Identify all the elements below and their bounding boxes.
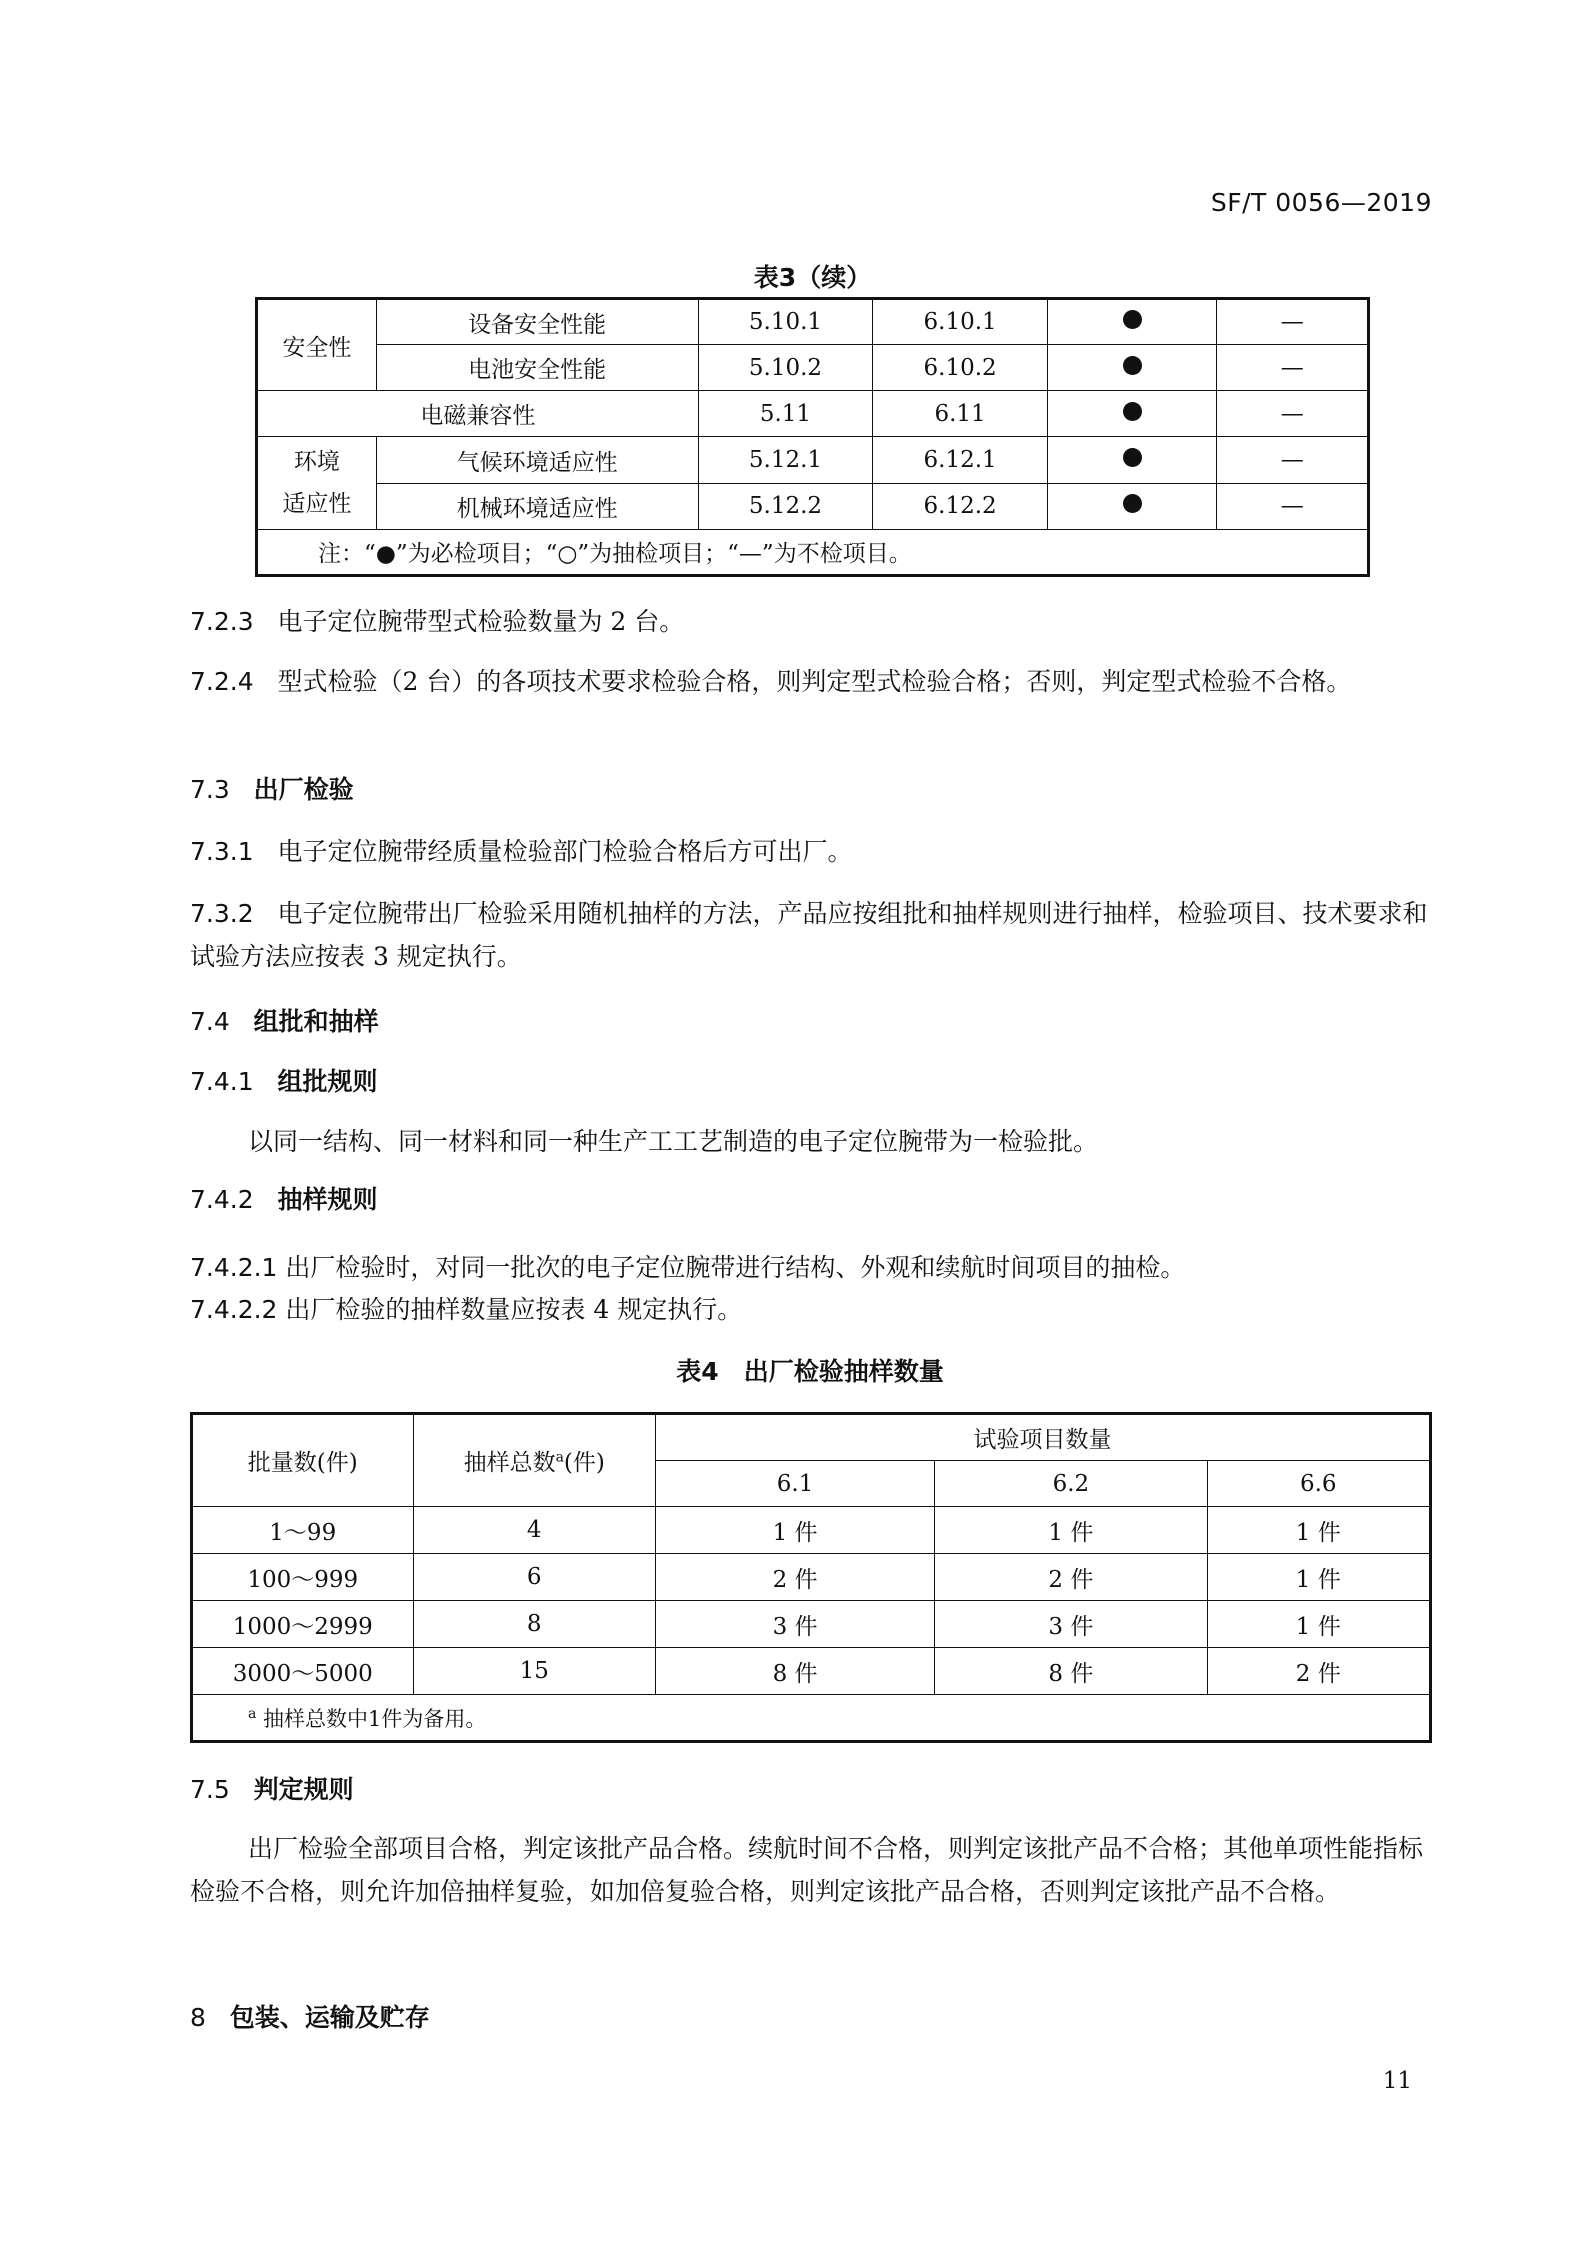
sample-total-unit: (件) [563, 1450, 605, 1476]
item-cell: 气候环境适应性 [376, 437, 698, 483]
count-cell: 1 件 [1207, 1554, 1430, 1601]
section-number: 7.4 [190, 1007, 230, 1036]
section-7-4-1-text: 以同一结构、同一材料和同一种生产工工艺制造的电子定位腕带为一检验批。 [248, 1127, 1099, 1156]
section-text: 电子定位腕带出厂检验采用随机抽样的方法，产品应按组批和抽样规则进行抽样，检验项目、技术要求和试验方法应按表 3 规定执行。 [190, 899, 1428, 971]
page-number: 11 [1382, 2068, 1412, 2094]
document-code: SF/T 0056—2019 [1210, 188, 1432, 217]
type-check-cell [1047, 437, 1216, 483]
section-7-4-2-2 [190, 1288, 1430, 1331]
section-number: 7.4.2.1 [190, 1253, 278, 1282]
subheader-6-2: 6.2 [935, 1461, 1207, 1507]
section-7-5-text: 出厂检验全部项目合格，判定该批产品合格。续航时间不合格，则判定该批产品不合格；其他单项性能指标检验不合格，则允许加倍抽样复验，如加倍复验合格，则判定该批产品合格，否则判定该批产品不合格。 [190, 1834, 1424, 1906]
item-cell: 设备安全性能 [376, 299, 698, 345]
count-cell: 2 件 [935, 1554, 1207, 1601]
requirement-cell: 5.10.1 [698, 299, 873, 345]
subheader-6-6: 6.6 [1207, 1461, 1430, 1507]
requirement-cell: 5.10.2 [698, 345, 873, 391]
section-7-5-heading [190, 1770, 354, 1806]
table4 [190, 1412, 1432, 1743]
section-7-4-1-heading [190, 1062, 377, 1098]
method-cell: 6.12.2 [873, 483, 1048, 529]
section-number: 7.3 [190, 775, 230, 804]
item-cell: 电池安全性能 [376, 345, 698, 391]
section-text: 电子定位腕带型式检验数量为 2 台。 [277, 607, 685, 636]
table3-row [257, 299, 1369, 345]
section-text: 出厂检验的抽样数量应按表 4 规定执行。 [285, 1295, 743, 1324]
sample-total-label: 抽样总数 [463, 1450, 556, 1476]
sample-total-header [413, 1414, 655, 1507]
type-check-cell [1047, 345, 1216, 391]
type-check-cell [1047, 299, 1216, 345]
batch-cell: 3000～5000 [192, 1648, 414, 1695]
requirement-cell: 5.12.1 [698, 437, 873, 483]
section-number: 7.4.1 [190, 1067, 254, 1096]
table3-row [257, 437, 1369, 483]
section-number: 7.2.3 [190, 607, 254, 636]
section-text: 电子定位腕带经质量检验部门检验合格后方可出厂。 [277, 837, 853, 866]
section-title: 包装、运输及贮存 [229, 2003, 430, 2032]
section-title: 判定规则 [253, 1775, 354, 1804]
section-7-3-1 [190, 830, 1430, 873]
section-7-4-2-1 [190, 1246, 1430, 1289]
factory-check-cell: — [1217, 345, 1369, 391]
env-group-line1: 环境 [293, 449, 340, 476]
batch-cell: 1000～2999 [192, 1601, 414, 1648]
factory-check-cell: — [1217, 483, 1369, 529]
safety-group-cell: 安全性 [257, 299, 377, 391]
env-group-cell [257, 437, 377, 529]
section-number: 7.4.2.2 [190, 1295, 278, 1324]
count-cell: 1 件 [1207, 1601, 1430, 1648]
table3-caption: 表3（续） [753, 263, 872, 292]
section-7-2-4 [190, 660, 1430, 703]
table4-header-row [192, 1414, 1431, 1461]
item-cell: 电磁兼容性 [257, 391, 699, 437]
total-cell: 15 [413, 1648, 655, 1695]
section-number: 7.4.2 [190, 1185, 254, 1214]
table-row [192, 1554, 1431, 1601]
batch-cell: 100～999 [192, 1554, 414, 1601]
env-group-line2: 适应性 [282, 491, 352, 518]
table3-row [257, 391, 1369, 437]
section-7-3-heading [190, 770, 354, 806]
table-row [192, 1507, 1431, 1554]
section-7-4-heading [190, 1002, 379, 1038]
item-cell: 机械环境适应性 [376, 483, 698, 529]
section-7-3-2 [190, 892, 1430, 978]
total-cell: 6 [413, 1554, 655, 1601]
count-cell: 8 件 [935, 1648, 1207, 1695]
required-dot-icon [1123, 402, 1142, 421]
required-dot-icon [1123, 356, 1142, 375]
factory-check-cell: — [1217, 391, 1369, 437]
section-title: 抽样规则 [277, 1185, 378, 1214]
test-items-header: 试验项目数量 [655, 1414, 1430, 1461]
required-dot-icon [1123, 494, 1142, 513]
section-number: 7.3.1 [190, 837, 254, 866]
section-title: 组批和抽样 [253, 1007, 379, 1036]
table4-footnote [192, 1695, 1431, 1742]
requirement-cell: 5.11 [698, 391, 873, 437]
batch-cell: 1～99 [192, 1507, 414, 1554]
method-cell: 6.12.1 [873, 437, 1048, 483]
table4-caption: 表4 出厂检验抽样数量 [676, 1357, 944, 1386]
factory-check-cell: — [1217, 299, 1369, 345]
table3-row [257, 345, 1369, 391]
table3 [255, 297, 1370, 577]
section-text: 出厂检验时，对同一批次的电子定位腕带进行结构、外观和续航时间项目的抽检。 [285, 1253, 1186, 1282]
count-cell: 1 件 [1207, 1507, 1430, 1554]
section-text: 型式检验（2 台）的各项技术要求检验合格，则判定型式检验合格；否则，判定型式检验不合格。 [277, 667, 1352, 696]
count-cell: 2 件 [655, 1554, 934, 1601]
section-title: 出厂检验 [253, 775, 354, 804]
section-7-2-3 [190, 600, 1430, 643]
section-number: 7.3.2 [190, 899, 254, 928]
table4-footnote-row [192, 1695, 1431, 1742]
footnote-marker: a [248, 1705, 257, 1722]
required-dot-icon [1123, 310, 1142, 329]
method-cell: 6.10.1 [873, 299, 1048, 345]
total-cell: 8 [413, 1601, 655, 1648]
subheader-6-1: 6.1 [655, 1461, 934, 1507]
section-number: 7.2.4 [190, 667, 254, 696]
count-cell: 3 件 [935, 1601, 1207, 1648]
section-8-heading [190, 1998, 430, 2034]
table-row [192, 1648, 1431, 1695]
method-cell: 6.11 [873, 391, 1048, 437]
footnote-marker: a [555, 1449, 564, 1466]
count-cell: 1 件 [655, 1507, 934, 1554]
total-cell: 4 [413, 1507, 655, 1554]
section-7-4-2-heading [190, 1180, 377, 1216]
batch-header: 批量数(件) [192, 1414, 414, 1507]
method-cell: 6.10.2 [873, 345, 1048, 391]
type-check-cell [1047, 391, 1216, 437]
factory-check-cell: — [1217, 437, 1369, 483]
count-cell: 1 件 [935, 1507, 1207, 1554]
section-title: 组批规则 [277, 1067, 378, 1096]
table3-note: 注：“●”为必检项目；“○”为抽检项目；“—”为不检项目。 [257, 529, 1369, 575]
count-cell: 8 件 [655, 1648, 934, 1695]
table3-note-row [257, 529, 1369, 575]
section-number: 7.5 [190, 1775, 230, 1804]
requirement-cell: 5.12.2 [698, 483, 873, 529]
count-cell: 3 件 [655, 1601, 934, 1648]
table3-row [257, 483, 1369, 529]
count-cell: 2 件 [1207, 1648, 1430, 1695]
section-number: 8 [190, 2003, 206, 2032]
required-dot-icon [1123, 448, 1142, 467]
type-check-cell [1047, 483, 1216, 529]
footnote-text: 抽样总数中1件为备用。 [263, 1706, 487, 1731]
table-row [192, 1601, 1431, 1648]
